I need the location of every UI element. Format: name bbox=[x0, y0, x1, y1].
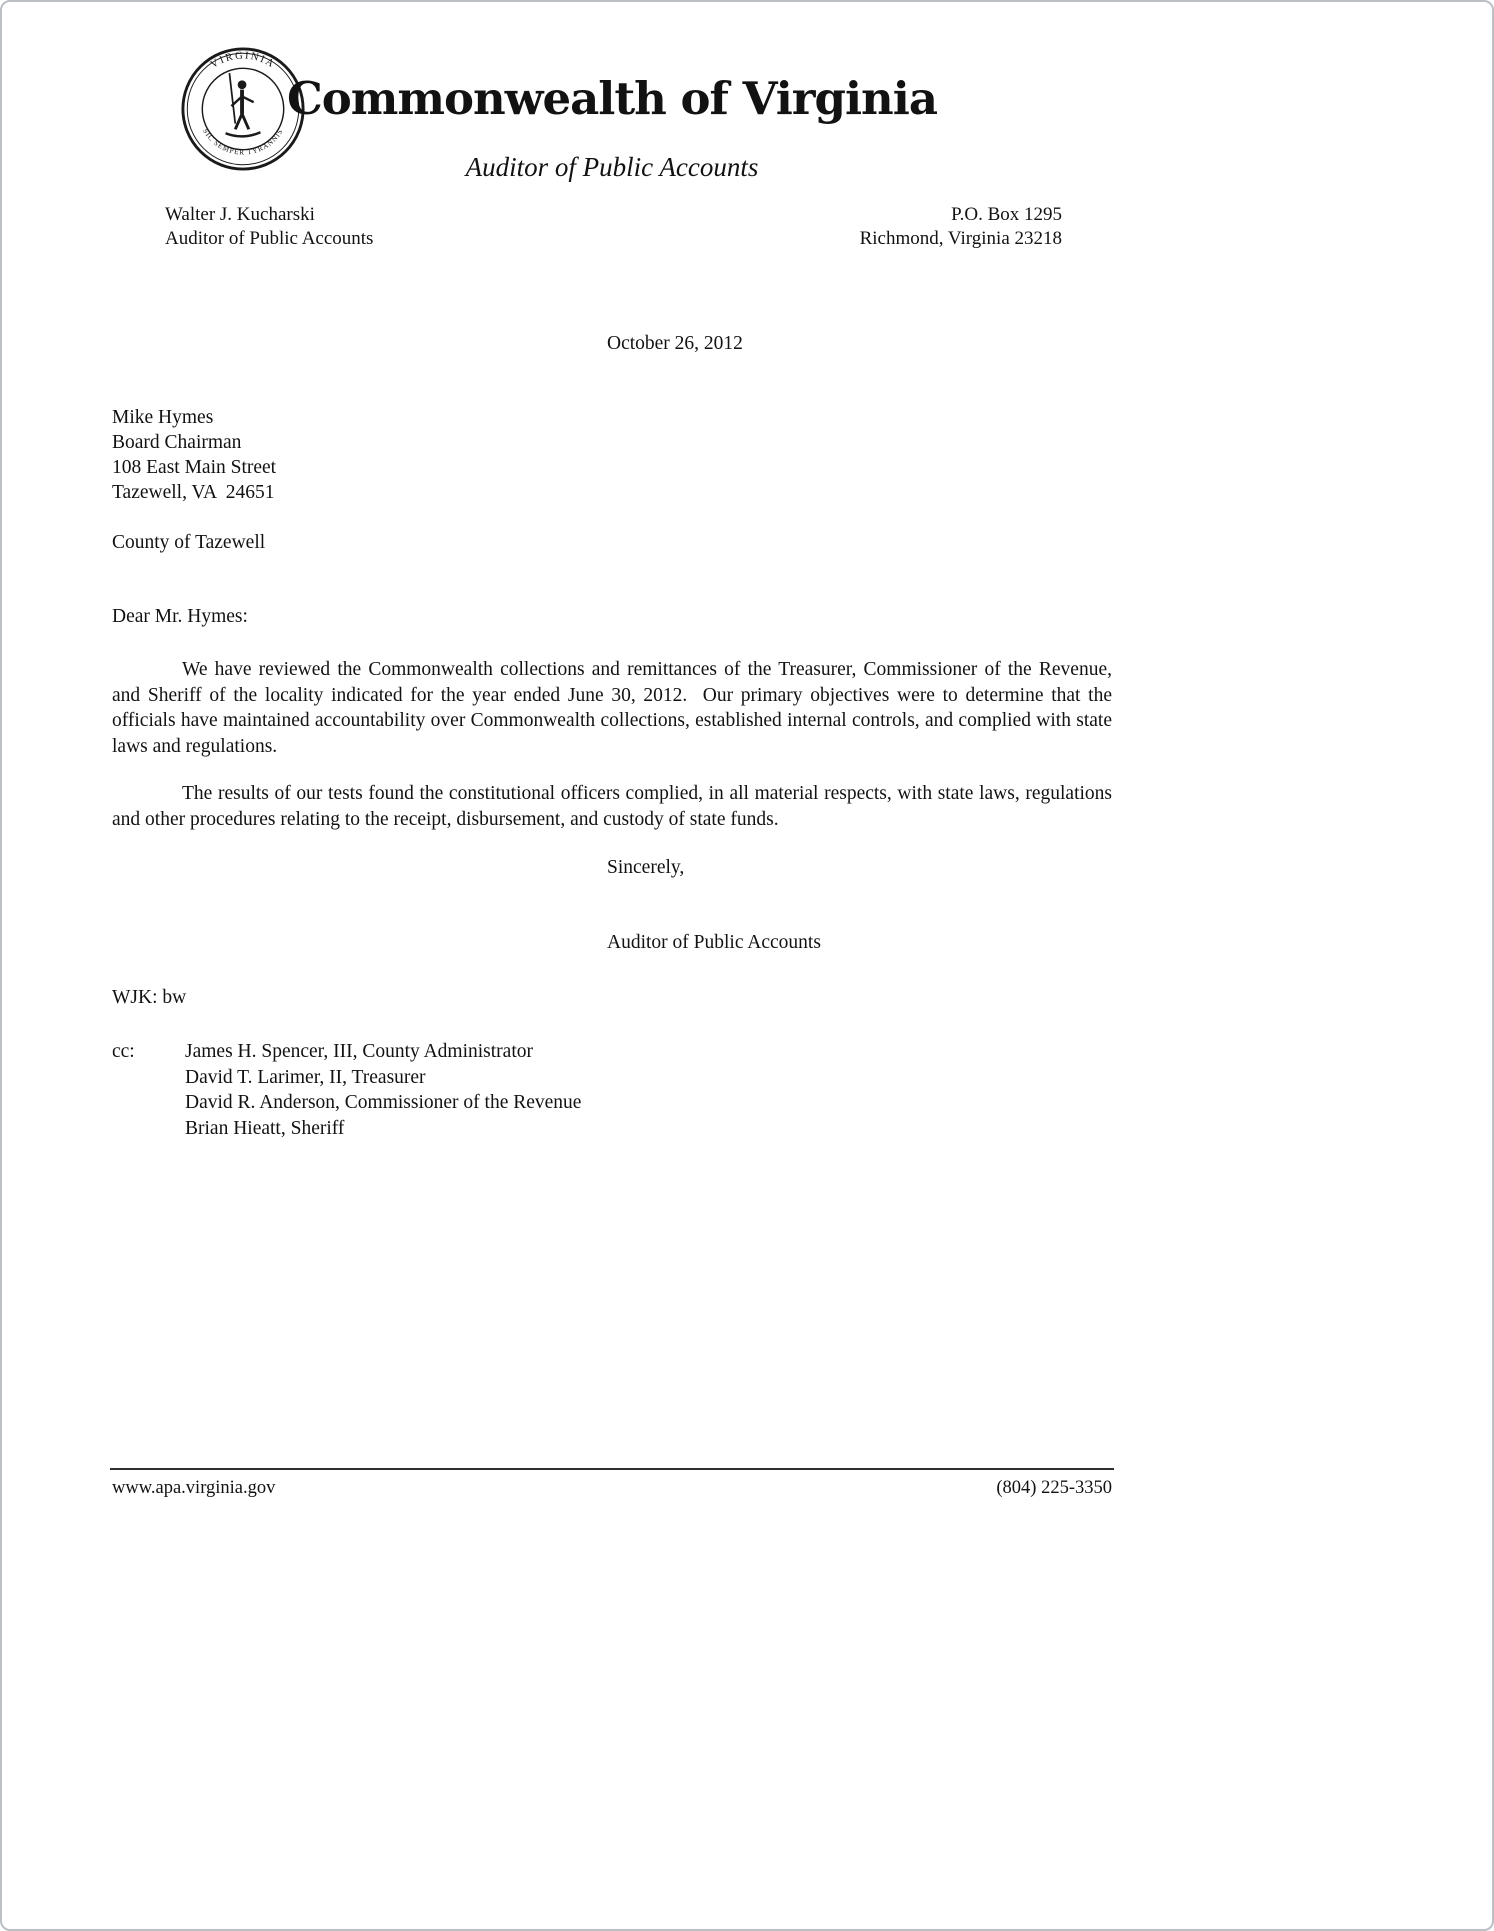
cc-item: James H. Spencer, III, County Administrator bbox=[185, 1041, 533, 1062]
footer-website: www.apa.virginia.gov bbox=[112, 1478, 276, 1498]
recipient-address-block bbox=[112, 405, 276, 505]
letterhead-subtitle: Auditor of Public Accounts bbox=[465, 152, 759, 182]
salutation: Dear Mr. Hymes: bbox=[112, 606, 248, 627]
letter-body bbox=[112, 657, 1117, 855]
reference-initials: WJK: bw bbox=[112, 987, 187, 1008]
closing-line: Sincerely, bbox=[607, 857, 685, 878]
cc-item: Brian Hieatt, Sheriff bbox=[185, 1117, 345, 1139]
footer bbox=[112, 1478, 1112, 1499]
po-box-line: P.O. Box 1295 bbox=[951, 204, 1062, 225]
letter-date: October 26, 2012 bbox=[607, 333, 743, 354]
seal-bottom-text: SIC SEMPER TYRANNIS bbox=[201, 127, 285, 157]
seal-top-text: VIRGINIA bbox=[208, 50, 278, 71]
letterhead-address-block bbox=[860, 203, 1062, 250]
cc-block bbox=[112, 1039, 581, 1141]
letterhead-title: Commonwealth of Virginia bbox=[286, 72, 938, 125]
city-state-zip-line: Richmond, Virginia 23218 bbox=[859, 227, 1062, 249]
cc-list bbox=[185, 1039, 581, 1141]
cc-label: cc: bbox=[112, 1041, 135, 1062]
recipient-name: Mike Hymes bbox=[112, 407, 214, 428]
letterhead-info-row bbox=[165, 203, 1062, 250]
recipient-title: Board Chairman bbox=[112, 432, 242, 453]
body-paragraph-2: The results of our tests found the constitutional officers complied, in all material respects, with state laws, regulations and other procedures relating to the receipt, disbursement, and custody of state funds. bbox=[112, 783, 1117, 830]
recipient-street: 108 East Main Street bbox=[112, 457, 277, 478]
footer-divider bbox=[110, 1468, 1114, 1470]
signature-title: Auditor of Public Accounts bbox=[607, 932, 821, 953]
cc-item: David T. Larimer, II, Treasurer bbox=[185, 1066, 426, 1088]
official-title: Auditor of Public Accounts bbox=[165, 227, 374, 249]
locality-line: County of Tazewell bbox=[112, 532, 266, 553]
cc-item: David R. Anderson, Commissioner of the Revenue bbox=[185, 1092, 582, 1113]
footer-phone: (804) 225-3350 bbox=[996, 1478, 1112, 1498]
body-paragraph-1: We have reviewed the Commonwealth collections and remittances of the Treasurer, Commissioner of the Revenue, and Sheriff of the locality indicated for the year ended June 30, 2012. Our primary objectives were to determine that the officials have maintained accountability over Commonwealth collections, established internal controls, and complied with state laws and regulations. bbox=[112, 659, 1117, 757]
letterhead-official-block bbox=[165, 203, 373, 250]
recipient-city-state-zip: Tazewell, VA 24651 bbox=[112, 482, 275, 503]
official-name: Walter J. Kucharski bbox=[165, 204, 315, 225]
